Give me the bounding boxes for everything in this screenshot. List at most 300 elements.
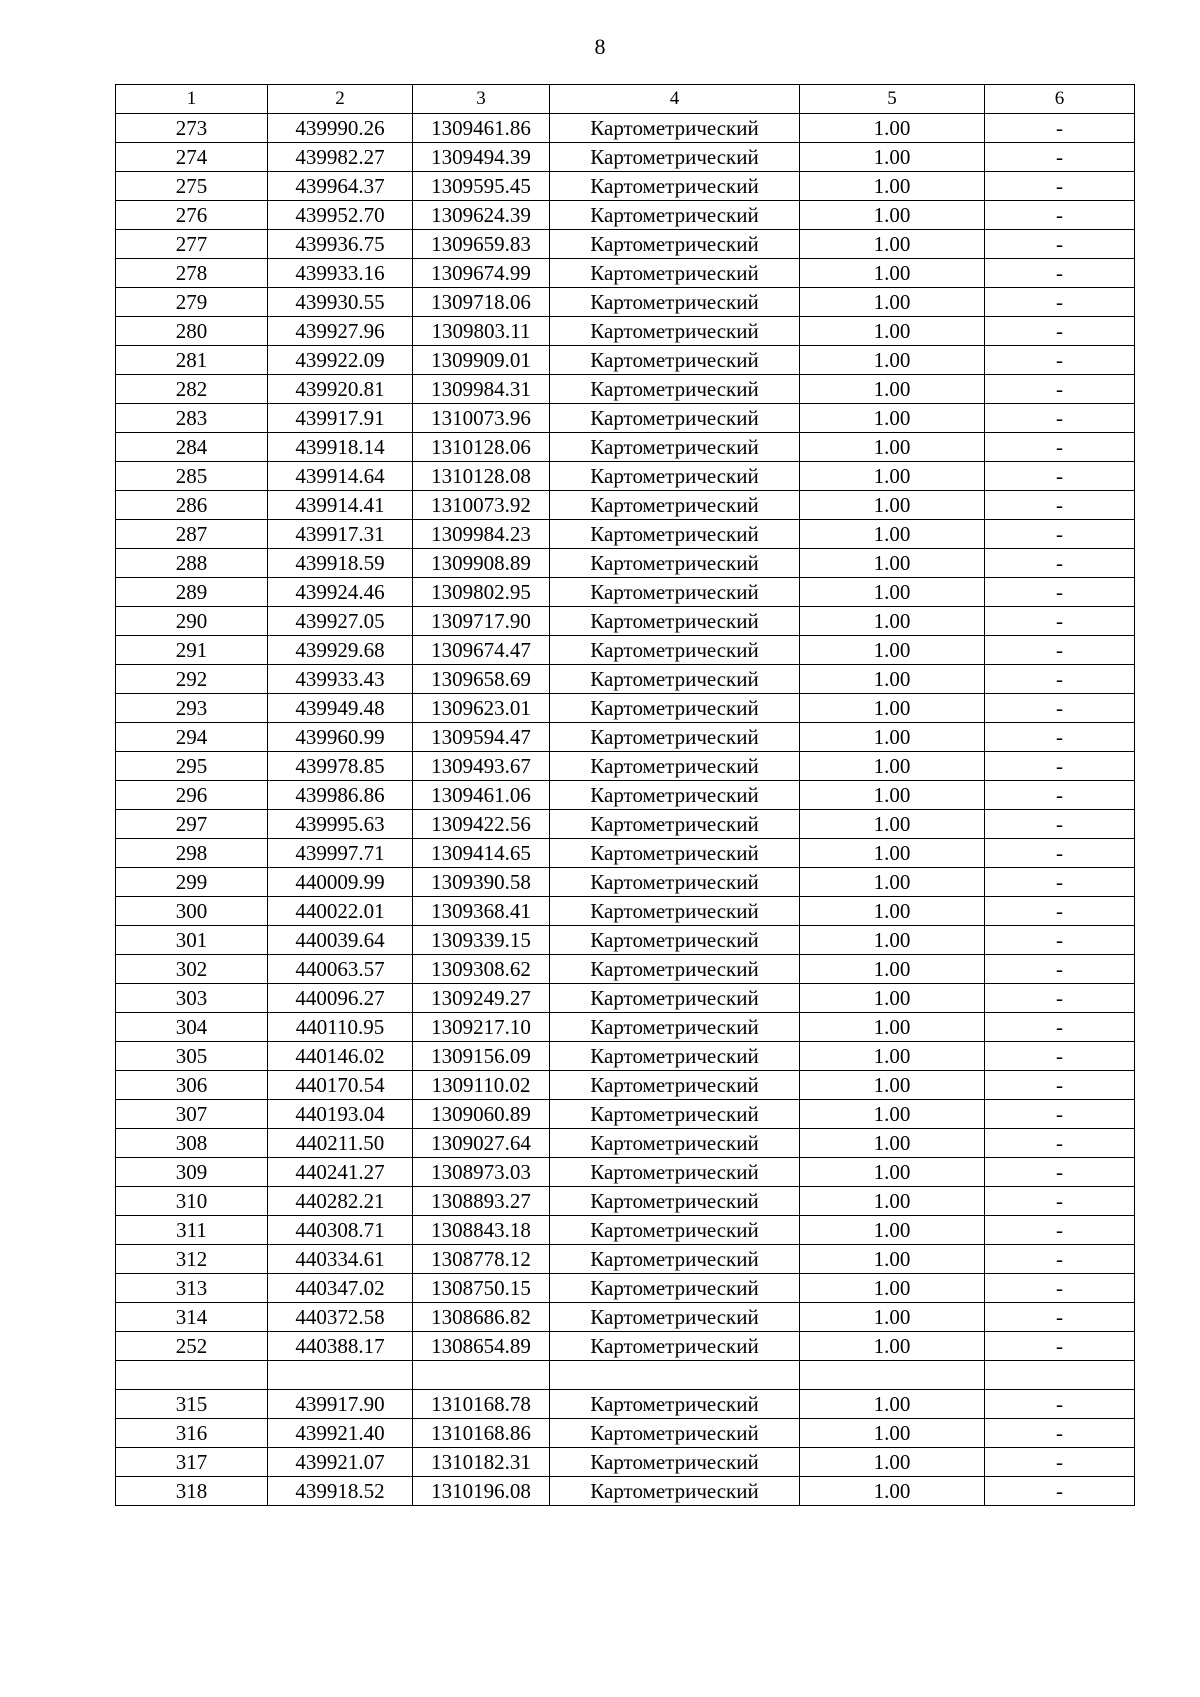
point-number-cell: 282 — [116, 375, 268, 404]
method-cell: Картометрический — [550, 723, 800, 752]
accuracy-cell: 1.00 — [800, 1042, 985, 1071]
y-coordinate-cell: 1309027.64 — [413, 1129, 550, 1158]
note-cell: - — [985, 868, 1135, 897]
accuracy-cell: 1.00 — [800, 1216, 985, 1245]
point-number-cell: 292 — [116, 665, 268, 694]
method-cell: Картометрический — [550, 143, 800, 172]
accuracy-cell: 1.00 — [800, 752, 985, 781]
x-coordinate-cell: 439914.41 — [268, 491, 413, 520]
point-number-cell: 315 — [116, 1390, 268, 1419]
x-coordinate-cell: 440096.27 — [268, 984, 413, 1013]
y-coordinate-cell: 1309339.15 — [413, 926, 550, 955]
method-cell: Картометрический — [550, 1332, 800, 1361]
y-coordinate-cell: 1310182.31 — [413, 1448, 550, 1477]
table-header-row — [116, 85, 1135, 114]
method-cell: Картометрический — [550, 1303, 800, 1332]
column-header-2: 2 — [268, 85, 413, 114]
table-row — [116, 1303, 1135, 1332]
x-coordinate-cell: 439918.52 — [268, 1477, 413, 1506]
table-row — [116, 1477, 1135, 1506]
note-cell: - — [985, 578, 1135, 607]
y-coordinate-cell: 1308686.82 — [413, 1303, 550, 1332]
method-cell: Картометрический — [550, 694, 800, 723]
note-cell: - — [985, 143, 1135, 172]
y-coordinate-cell: 1309658.69 — [413, 665, 550, 694]
note-cell: - — [985, 607, 1135, 636]
x-coordinate-cell: 439949.48 — [268, 694, 413, 723]
x-coordinate-cell: 440334.61 — [268, 1245, 413, 1274]
note-cell: - — [985, 1158, 1135, 1187]
x-coordinate-cell: 439930.55 — [268, 288, 413, 317]
accuracy-cell: 1.00 — [800, 491, 985, 520]
accuracy-cell: 1.00 — [800, 172, 985, 201]
x-coordinate-cell: 439921.40 — [268, 1419, 413, 1448]
note-cell: - — [985, 230, 1135, 259]
method-cell: Картометрический — [550, 665, 800, 694]
coordinates-table — [115, 84, 1135, 1506]
table-row — [116, 1274, 1135, 1303]
table-row — [116, 1448, 1135, 1477]
x-coordinate-cell: 440009.99 — [268, 868, 413, 897]
accuracy-cell: 1.00 — [800, 955, 985, 984]
x-coordinate-cell: 439952.70 — [268, 201, 413, 230]
note-cell: - — [985, 1129, 1135, 1158]
x-coordinate-cell: 439924.46 — [268, 578, 413, 607]
x-coordinate-cell: 440170.54 — [268, 1071, 413, 1100]
note-cell: - — [985, 1419, 1135, 1448]
accuracy-cell: 1.00 — [800, 288, 985, 317]
point-number-cell: 276 — [116, 201, 268, 230]
accuracy-cell: 1.00 — [800, 926, 985, 955]
note-cell: - — [985, 752, 1135, 781]
y-coordinate-cell: 1309414.65 — [413, 839, 550, 868]
point-number-cell: 252 — [116, 1332, 268, 1361]
note-cell: - — [985, 810, 1135, 839]
x-coordinate-cell: 439921.07 — [268, 1448, 413, 1477]
note-cell: - — [985, 781, 1135, 810]
point-number-cell: 294 — [116, 723, 268, 752]
point-number-cell: 303 — [116, 984, 268, 1013]
accuracy-cell: 1.00 — [800, 723, 985, 752]
point-number-cell: 311 — [116, 1216, 268, 1245]
table-row — [116, 433, 1135, 462]
point-number-cell: 296 — [116, 781, 268, 810]
y-coordinate-cell: 1308750.15 — [413, 1274, 550, 1303]
note-cell: - — [985, 665, 1135, 694]
table-row — [116, 288, 1135, 317]
x-coordinate-cell — [268, 1361, 413, 1390]
y-coordinate-cell: 1310073.96 — [413, 404, 550, 433]
method-cell: Картометрический — [550, 897, 800, 926]
method-cell: Картометрический — [550, 984, 800, 1013]
column-header-3: 3 — [413, 85, 550, 114]
y-coordinate-cell: 1310073.92 — [413, 491, 550, 520]
point-number-cell: 284 — [116, 433, 268, 462]
point-number-cell: 313 — [116, 1274, 268, 1303]
note-cell: - — [985, 259, 1135, 288]
table-row — [116, 1216, 1135, 1245]
accuracy-cell: 1.00 — [800, 1129, 985, 1158]
method-cell: Картометрический — [550, 578, 800, 607]
table-body — [116, 114, 1135, 1506]
method-cell: Картометрический — [550, 1187, 800, 1216]
method-cell: Картометрический — [550, 433, 800, 462]
note-cell: - — [985, 549, 1135, 578]
point-number-cell: 287 — [116, 520, 268, 549]
note-cell: - — [985, 897, 1135, 926]
table-row — [116, 1187, 1135, 1216]
y-coordinate-cell: 1309624.39 — [413, 201, 550, 230]
method-cell: Картометрический — [550, 1071, 800, 1100]
x-coordinate-cell: 440372.58 — [268, 1303, 413, 1332]
note-cell: - — [985, 375, 1135, 404]
point-number-cell: 279 — [116, 288, 268, 317]
table-row — [116, 1071, 1135, 1100]
table-row — [116, 607, 1135, 636]
y-coordinate-cell: 1309595.45 — [413, 172, 550, 201]
note-cell: - — [985, 433, 1135, 462]
table-row — [116, 1129, 1135, 1158]
accuracy-cell: 1.00 — [800, 897, 985, 926]
x-coordinate-cell: 439918.14 — [268, 433, 413, 462]
note-cell: - — [985, 317, 1135, 346]
method-cell: Картометрический — [550, 491, 800, 520]
column-header-4: 4 — [550, 85, 800, 114]
method-cell: Картометрический — [550, 375, 800, 404]
y-coordinate-cell: 1309718.06 — [413, 288, 550, 317]
note-cell: - — [985, 346, 1135, 375]
method-cell: Картометрический — [550, 462, 800, 491]
point-number-cell: 302 — [116, 955, 268, 984]
table-row — [116, 839, 1135, 868]
table-row — [116, 1245, 1135, 1274]
table-row — [116, 259, 1135, 288]
point-number-cell: 309 — [116, 1158, 268, 1187]
x-coordinate-cell: 439997.71 — [268, 839, 413, 868]
y-coordinate-cell: 1308778.12 — [413, 1245, 550, 1274]
y-coordinate-cell: 1309803.11 — [413, 317, 550, 346]
note-cell: - — [985, 1274, 1135, 1303]
table-row — [116, 810, 1135, 839]
point-number-cell: 285 — [116, 462, 268, 491]
method-cell: Картометрический — [550, 781, 800, 810]
accuracy-cell: 1.00 — [800, 1390, 985, 1419]
x-coordinate-cell: 439922.09 — [268, 346, 413, 375]
method-cell: Картометрический — [550, 317, 800, 346]
note-cell: - — [985, 114, 1135, 143]
table-row — [116, 1361, 1135, 1390]
point-number-cell: 310 — [116, 1187, 268, 1216]
note-cell: - — [985, 839, 1135, 868]
y-coordinate-cell: 1309717.90 — [413, 607, 550, 636]
accuracy-cell: 1.00 — [800, 143, 985, 172]
method-cell: Картометрический — [550, 549, 800, 578]
method-cell: Картометрический — [550, 1216, 800, 1245]
table-row — [116, 665, 1135, 694]
accuracy-cell: 1.00 — [800, 549, 985, 578]
table-row — [116, 317, 1135, 346]
y-coordinate-cell — [413, 1361, 550, 1390]
accuracy-cell: 1.00 — [800, 375, 985, 404]
method-cell: Картометрический — [550, 404, 800, 433]
x-coordinate-cell: 440347.02 — [268, 1274, 413, 1303]
accuracy-cell: 1.00 — [800, 578, 985, 607]
accuracy-cell: 1.00 — [800, 1448, 985, 1477]
point-number-cell: 277 — [116, 230, 268, 259]
table-row — [116, 723, 1135, 752]
accuracy-cell: 1.00 — [800, 1013, 985, 1042]
point-number-cell: 275 — [116, 172, 268, 201]
point-number-cell: 291 — [116, 636, 268, 665]
x-coordinate-cell: 439918.59 — [268, 549, 413, 578]
accuracy-cell: 1.00 — [800, 114, 985, 143]
method-cell: Картометрический — [550, 1013, 800, 1042]
y-coordinate-cell: 1309908.89 — [413, 549, 550, 578]
accuracy-cell: 1.00 — [800, 607, 985, 636]
table-row — [116, 201, 1135, 230]
y-coordinate-cell: 1310168.86 — [413, 1419, 550, 1448]
note-cell: - — [985, 1477, 1135, 1506]
x-coordinate-cell: 439986.86 — [268, 781, 413, 810]
method-cell: Картометрический — [550, 607, 800, 636]
accuracy-cell: 1.00 — [800, 868, 985, 897]
accuracy-cell: 1.00 — [800, 839, 985, 868]
x-coordinate-cell: 440039.64 — [268, 926, 413, 955]
accuracy-cell: 1.00 — [800, 230, 985, 259]
y-coordinate-cell: 1309674.47 — [413, 636, 550, 665]
note-cell: - — [985, 1071, 1135, 1100]
point-number-cell: 286 — [116, 491, 268, 520]
note-cell: - — [985, 288, 1135, 317]
point-number-cell: 312 — [116, 1245, 268, 1274]
table-row — [116, 520, 1135, 549]
point-number-cell: 298 — [116, 839, 268, 868]
method-cell: Картометрический — [550, 201, 800, 230]
y-coordinate-cell: 1309249.27 — [413, 984, 550, 1013]
note-cell: - — [985, 462, 1135, 491]
point-number-cell: 278 — [116, 259, 268, 288]
column-header-1: 1 — [116, 85, 268, 114]
y-coordinate-cell: 1308893.27 — [413, 1187, 550, 1216]
x-coordinate-cell: 439917.91 — [268, 404, 413, 433]
x-coordinate-cell: 439933.43 — [268, 665, 413, 694]
note-cell: - — [985, 1216, 1135, 1245]
method-cell: Картометрический — [550, 520, 800, 549]
table-row — [116, 1332, 1135, 1361]
x-coordinate-cell: 439917.31 — [268, 520, 413, 549]
table-row — [116, 955, 1135, 984]
y-coordinate-cell: 1310168.78 — [413, 1390, 550, 1419]
point-number-cell: 281 — [116, 346, 268, 375]
y-coordinate-cell: 1309461.86 — [413, 114, 550, 143]
method-cell: Картометрический — [550, 810, 800, 839]
accuracy-cell: 1.00 — [800, 1187, 985, 1216]
table-row — [116, 230, 1135, 259]
table-row — [116, 404, 1135, 433]
method-cell: Картометрический — [550, 259, 800, 288]
table-row — [116, 1158, 1135, 1187]
accuracy-cell: 1.00 — [800, 810, 985, 839]
point-number-cell: 273 — [116, 114, 268, 143]
x-coordinate-cell: 439936.75 — [268, 230, 413, 259]
point-number-cell: 314 — [116, 1303, 268, 1332]
method-cell: Картометрический — [550, 230, 800, 259]
table-row — [116, 143, 1135, 172]
x-coordinate-cell: 440388.17 — [268, 1332, 413, 1361]
note-cell: - — [985, 1332, 1135, 1361]
x-coordinate-cell: 440211.50 — [268, 1129, 413, 1158]
point-number-cell: 297 — [116, 810, 268, 839]
note-cell: - — [985, 1187, 1135, 1216]
method-cell: Картометрический — [550, 868, 800, 897]
accuracy-cell: 1.00 — [800, 984, 985, 1013]
note-cell: - — [985, 404, 1135, 433]
method-cell: Картометрический — [550, 1477, 800, 1506]
y-coordinate-cell: 1310128.06 — [413, 433, 550, 462]
table-row — [116, 346, 1135, 375]
point-number-cell: 280 — [116, 317, 268, 346]
x-coordinate-cell: 439927.05 — [268, 607, 413, 636]
y-coordinate-cell: 1309623.01 — [413, 694, 550, 723]
method-cell: Картометрический — [550, 114, 800, 143]
method-cell: Картометрический — [550, 955, 800, 984]
accuracy-cell: 1.00 — [800, 636, 985, 665]
table-row — [116, 462, 1135, 491]
note-cell: - — [985, 1042, 1135, 1071]
accuracy-cell: 1.00 — [800, 520, 985, 549]
note-cell: - — [985, 1013, 1135, 1042]
point-number-cell: 317 — [116, 1448, 268, 1477]
table-row — [116, 897, 1135, 926]
x-coordinate-cell: 439920.81 — [268, 375, 413, 404]
point-number-cell: 293 — [116, 694, 268, 723]
note-cell: - — [985, 984, 1135, 1013]
y-coordinate-cell: 1309594.47 — [413, 723, 550, 752]
note-cell: - — [985, 926, 1135, 955]
point-number-cell: 304 — [116, 1013, 268, 1042]
x-coordinate-cell: 439917.90 — [268, 1390, 413, 1419]
x-coordinate-cell: 440146.02 — [268, 1042, 413, 1071]
method-cell: Картометрический — [550, 1245, 800, 1274]
y-coordinate-cell: 1309217.10 — [413, 1013, 550, 1042]
x-coordinate-cell: 439960.99 — [268, 723, 413, 752]
x-coordinate-cell: 439927.96 — [268, 317, 413, 346]
point-number-cell — [116, 1361, 268, 1390]
x-coordinate-cell: 440241.27 — [268, 1158, 413, 1187]
accuracy-cell: 1.00 — [800, 665, 985, 694]
y-coordinate-cell: 1309984.31 — [413, 375, 550, 404]
table-row — [116, 114, 1135, 143]
table-row — [116, 172, 1135, 201]
table-row — [116, 752, 1135, 781]
table-row — [116, 1042, 1135, 1071]
y-coordinate-cell: 1309110.02 — [413, 1071, 550, 1100]
method-cell: Картометрический — [550, 839, 800, 868]
method-cell — [550, 1361, 800, 1390]
point-number-cell: 306 — [116, 1071, 268, 1100]
x-coordinate-cell: 439933.16 — [268, 259, 413, 288]
point-number-cell: 305 — [116, 1042, 268, 1071]
table-row — [116, 694, 1135, 723]
method-cell: Картометрический — [550, 1158, 800, 1187]
x-coordinate-cell: 440110.95 — [268, 1013, 413, 1042]
y-coordinate-cell: 1308973.03 — [413, 1158, 550, 1187]
point-number-cell: 289 — [116, 578, 268, 607]
note-cell: - — [985, 723, 1135, 752]
note-cell: - — [985, 1390, 1135, 1419]
table-row — [116, 1013, 1135, 1042]
accuracy-cell: 1.00 — [800, 694, 985, 723]
method-cell: Картометрический — [550, 1448, 800, 1477]
table-row — [116, 926, 1135, 955]
note-cell: - — [985, 1448, 1135, 1477]
y-coordinate-cell: 1310196.08 — [413, 1477, 550, 1506]
x-coordinate-cell: 440193.04 — [268, 1100, 413, 1129]
y-coordinate-cell: 1309308.62 — [413, 955, 550, 984]
x-coordinate-cell: 439990.26 — [268, 114, 413, 143]
point-number-cell: 274 — [116, 143, 268, 172]
table-row — [116, 1419, 1135, 1448]
accuracy-cell: 1.00 — [800, 462, 985, 491]
y-coordinate-cell: 1309659.83 — [413, 230, 550, 259]
note-cell: - — [985, 955, 1135, 984]
page-number: 8 — [594, 34, 606, 59]
accuracy-cell: 1.00 — [800, 1245, 985, 1274]
point-number-cell: 299 — [116, 868, 268, 897]
table-row — [116, 636, 1135, 665]
y-coordinate-cell: 1308843.18 — [413, 1216, 550, 1245]
point-number-cell: 295 — [116, 752, 268, 781]
y-coordinate-cell: 1308654.89 — [413, 1332, 550, 1361]
method-cell: Картометрический — [550, 1100, 800, 1129]
column-header-6: 6 — [985, 85, 1135, 114]
point-number-cell: 288 — [116, 549, 268, 578]
x-coordinate-cell: 439995.63 — [268, 810, 413, 839]
method-cell: Картометрический — [550, 1390, 800, 1419]
table-row — [116, 549, 1135, 578]
note-cell: - — [985, 636, 1135, 665]
y-coordinate-cell: 1309494.39 — [413, 143, 550, 172]
y-coordinate-cell: 1309909.01 — [413, 346, 550, 375]
note-cell: - — [985, 172, 1135, 201]
accuracy-cell: 1.00 — [800, 1071, 985, 1100]
x-coordinate-cell: 439978.85 — [268, 752, 413, 781]
note-cell: - — [985, 1303, 1135, 1332]
accuracy-cell: 1.00 — [800, 346, 985, 375]
method-cell: Картометрический — [550, 172, 800, 201]
note-cell: - — [985, 694, 1135, 723]
note-cell: - — [985, 201, 1135, 230]
table-row — [116, 868, 1135, 897]
accuracy-cell: 1.00 — [800, 317, 985, 346]
y-coordinate-cell: 1309802.95 — [413, 578, 550, 607]
y-coordinate-cell: 1309156.09 — [413, 1042, 550, 1071]
accuracy-cell: 1.00 — [800, 404, 985, 433]
point-number-cell: 283 — [116, 404, 268, 433]
note-cell: - — [985, 1245, 1135, 1274]
y-coordinate-cell: 1309674.99 — [413, 259, 550, 288]
x-coordinate-cell: 439914.64 — [268, 462, 413, 491]
point-number-cell: 318 — [116, 1477, 268, 1506]
table-row — [116, 1390, 1135, 1419]
accuracy-cell: 1.00 — [800, 1274, 985, 1303]
method-cell: Картометрический — [550, 636, 800, 665]
method-cell: Картометрический — [550, 288, 800, 317]
point-number-cell: 301 — [116, 926, 268, 955]
method-cell: Картометрический — [550, 926, 800, 955]
x-coordinate-cell: 439982.27 — [268, 143, 413, 172]
accuracy-cell: 1.00 — [800, 1419, 985, 1448]
